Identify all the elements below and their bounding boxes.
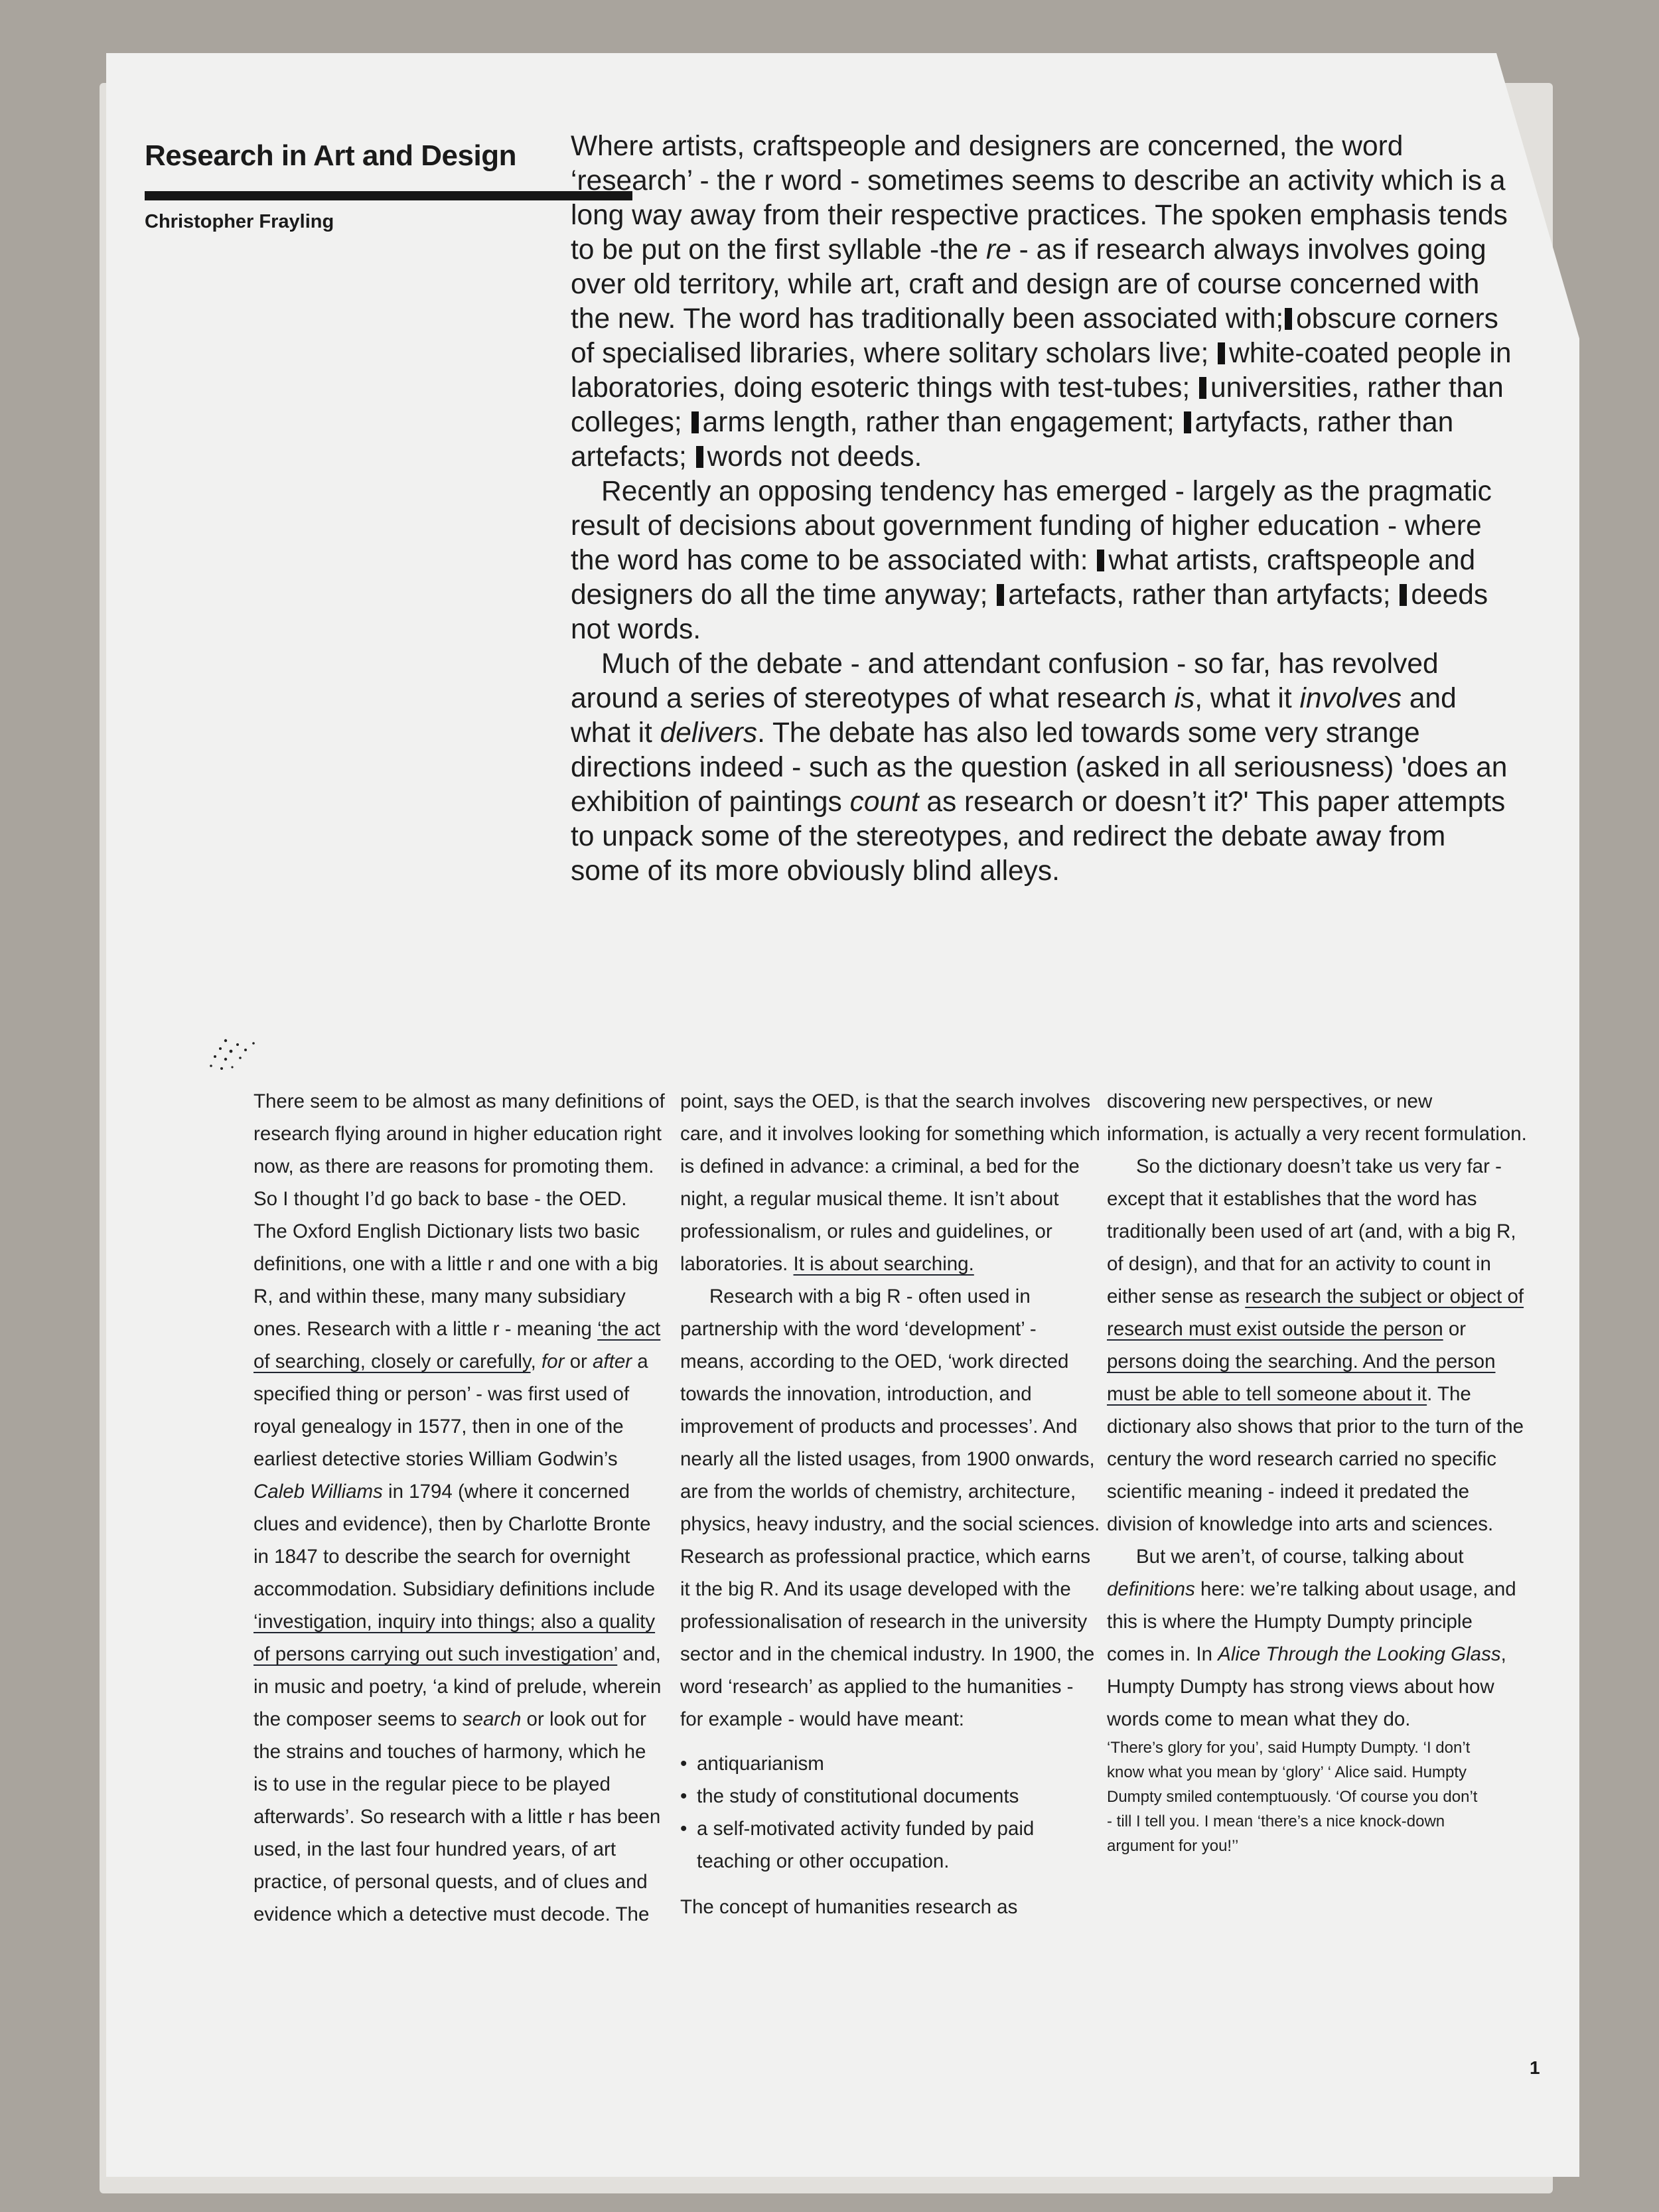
intro-paragraph-1 xyxy=(571,129,1513,475)
text-span: as research or doesn’t it?' This paper attempts to unpack some of the stereotypes, and redirect the debate away from some of its more obviously blind alleys. xyxy=(571,786,1506,887)
column-3 xyxy=(1107,1085,1532,1858)
list-item: universities, rather than colleges; xyxy=(571,372,1504,438)
text-span: or look out for the strains and touches of harmony, which he is to use in the regular piece to be played afterwards’. So research with a little r has been used, in the last four hundred years, of art practice, of personal quests, and of clues and evidence which a detective must decode. The xyxy=(253,1708,661,1925)
column-1 xyxy=(253,1085,665,1931)
list-item: what artists, craftspeople and designers do all the time anyway; xyxy=(571,545,1476,611)
bullet-mark xyxy=(1184,411,1191,433)
bullet-mark xyxy=(1400,584,1407,606)
list-item-text: antiquarianism xyxy=(697,1753,824,1775)
emphasis: search xyxy=(462,1708,522,1730)
text-span: . The debate has also led towards some very strange directions indeed - such as the question (asked in all seriousness) 'does an exhibition of paintings xyxy=(571,717,1508,818)
list-item: words not deeds. xyxy=(707,441,922,473)
emphasis: is xyxy=(1174,683,1195,714)
pen-underlined-text: ‘investigation, inquiry into things; also a quality of persons carrying out such investigation’ xyxy=(253,1611,656,1665)
text-span: in 1794 (where it concerned clues and evidence), then by Charlotte Bronte in 1847 to describe the search for overnight accommodation. Subsidiary definitions include xyxy=(253,1481,656,1600)
pen-speckle-marks xyxy=(206,1035,265,1082)
bullet-mark xyxy=(1097,550,1104,571)
text-span: - as if research always involves going over old territory, while art, craft and design are of course concerned with the new. The word has traditionally been associated with; xyxy=(571,234,1486,334)
bullet-list xyxy=(680,1747,1102,1878)
text-span: So the dictionary doesn’t take us very far - except that it establishes that the word has traditionally been used of art (and, with a big R, of design), and that for an activity to count in either sense as xyxy=(1107,1155,1516,1307)
column-3-paragraph-1: discovering new perspectives, or new information, is actually a very recent formulation. xyxy=(1107,1090,1527,1145)
text-span: here: we’re talking about usage, and this is where the Humpty Dumpty principle comes in. In xyxy=(1107,1578,1516,1665)
header-block xyxy=(145,139,632,233)
list-item: arms length, rather than engagement; xyxy=(702,407,1175,438)
text-span: a specified thing or person’ - was first used of royal genealogy in 1577, then in one of the earliest detective stories William Godwin’s xyxy=(253,1351,648,1470)
bullet-dot: • xyxy=(680,1818,687,1840)
text-span: or xyxy=(564,1351,593,1372)
text-span: But we aren’t, of course, talking about xyxy=(1136,1546,1464,1568)
pen-underlined-text: It is about searching. xyxy=(793,1253,974,1275)
bullet-mark xyxy=(691,411,699,433)
column-1-paragraph xyxy=(253,1085,665,1931)
text-span: Where artists, craftspeople and designers are concerned, the word ‘research’ - the r word - sometimes seems to describe an activity which is a long way away from their respective practices. The spoken emphasis tends to be put on the first syllable -the xyxy=(571,131,1508,265)
emphasis: Caleb Williams xyxy=(253,1481,383,1503)
pen-underlined-text: persons doing the searching. And the person must be able to tell someone about it xyxy=(1107,1351,1496,1405)
column-2-paragraph-3: The concept of humanities research as xyxy=(680,1896,1018,1918)
list-item xyxy=(680,1812,1102,1878)
text-span: point, says the OED, is that the search involves care, and it involves looking for something which is defined in advance: a criminal, a bed for the night, a regular musical theme. It isn’t about professionalism, or rules and guidelines, or laboratories. xyxy=(680,1090,1100,1275)
title-rule xyxy=(145,191,632,200)
emphasis: re xyxy=(986,234,1011,265)
list-item: artefacts, rather than artyfacts; xyxy=(1008,579,1391,611)
text-span: and, in music and poetry, ‘a kind of prelude, wherein the composer seems to xyxy=(253,1643,662,1730)
column-3-paragraph-3 xyxy=(1107,1540,1532,1735)
text-span: Much of the debate - and attendant confusion - so far, has revolved around a series of stereotypes of what research xyxy=(571,648,1439,714)
bullet-mark xyxy=(997,584,1004,606)
bullet-mark xyxy=(1285,308,1292,330)
emphasis: delivers xyxy=(660,717,758,749)
intro-paragraph-3 xyxy=(571,647,1513,889)
list-item-text: a self-motivated activity funded by paid teaching or other occupation. xyxy=(697,1818,1035,1872)
intro-text xyxy=(571,129,1513,889)
list-item xyxy=(680,1780,1102,1812)
emphasis: involves xyxy=(1299,683,1402,714)
author-name: Christopher Frayling xyxy=(145,211,334,232)
text-span: , xyxy=(530,1351,541,1372)
column-2 xyxy=(680,1085,1102,1923)
column-2-paragraph-2: Research with a big R - often used in partnership with the word ‘development’ - means, according to the OED, ‘work directed towards the innovation, introduction, and improvement of products and processes’. And nearly all the listed usages, from 1900 onwards, are from the worlds of chemistry, architecture, physics, heavy industry, and the social sciences. Research as professional practice, which earns it the big R. And its usage developed with the professionalisation of research in the university sector and in the chemical industry. In 1900, the word ‘research’ as applied to the humanities - for example - would have meant: xyxy=(680,1286,1100,1730)
list-item: obscure corners of specialised libraries, where solitary scholars live; xyxy=(571,303,1498,369)
bullet-dot: • xyxy=(680,1785,687,1807)
column-3-paragraph-2 xyxy=(1107,1150,1532,1540)
text-span: There seem to be almost as many definitions of research flying around in higher education right now, as there are reasons for promoting them. So I thought I’d go back to base - the OED. The Oxford English Dictionary lists two basic definitions, one with a little r and one with a big R, and within these, many many subsidiary ones. Research with a little r - meaning xyxy=(253,1090,665,1340)
text-span: Recently an opposing tendency has emerged - largely as the pragmatic result of decisions about government funding of higher education - where the word has come to be associated with: xyxy=(571,476,1492,576)
list-item: artyfacts, rather than artefacts; xyxy=(571,407,1454,473)
bullet-mark xyxy=(1218,342,1225,364)
text-span: , what it xyxy=(1194,683,1300,714)
list-item: white-coated people in laboratories, doing esoteric things with test-tubes; xyxy=(571,338,1512,404)
emphasis: count xyxy=(849,786,919,818)
column-2-paragraph-1 xyxy=(680,1085,1102,1280)
list-item xyxy=(680,1747,1102,1780)
emphasis: for xyxy=(541,1351,565,1372)
text-span: and what it xyxy=(571,683,1457,749)
bullet-mark xyxy=(696,446,703,468)
text-span: . The dictionary also shows that prior to the turn of the century the word research carried no specific scientific meaning - indeed it predated the division of knowledge into arts and sciences. xyxy=(1107,1383,1524,1535)
text-span: , Humpty Dumpty has strong views about how words come to mean what they do. xyxy=(1107,1643,1506,1730)
intro-paragraph-2 xyxy=(571,475,1513,647)
humpty-dumpty-quote: ‘There’s glory for you’, said Humpty Dumpty. ‘I don’t know what you mean by ‘glory’ ‘ Alice said. Humpty Dumpty smiled contemptuously. ‘Of course you don’t - till I tell you. I mean ‘there’s a nice knock-down argument for you!’’ xyxy=(1107,1739,1478,1855)
bullet-dot: • xyxy=(680,1753,687,1775)
pen-underlined-text: ‘the act of searching, closely or carefully xyxy=(253,1318,661,1372)
list-item-text: the study of constitutional documents xyxy=(697,1785,1019,1807)
emphasis: definitions xyxy=(1107,1578,1195,1600)
list-item: deeds not words. xyxy=(571,579,1488,645)
article-title: Research in Art and Design xyxy=(145,139,516,172)
text-span: or xyxy=(1443,1318,1467,1340)
emphasis: after xyxy=(593,1351,632,1372)
page-number: 1 xyxy=(1530,2057,1540,2078)
pen-underlined-text: research the subject or object of research must exist outside the person xyxy=(1107,1286,1524,1340)
bullet-mark xyxy=(1199,377,1206,399)
emphasis: Alice Through the Looking Glass xyxy=(1218,1643,1501,1665)
